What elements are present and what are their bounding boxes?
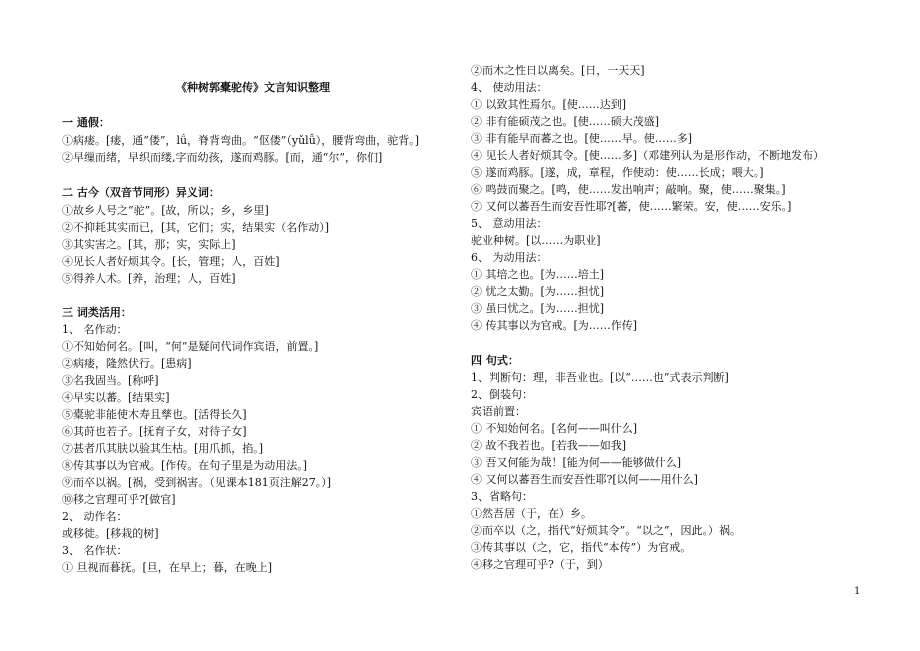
text-line: 2、倒装句： xyxy=(471,388,533,401)
text-line: ⑤ 遂而鸡豚。[遂，成，章程，作使动：使……长成；喂大。] xyxy=(471,166,764,179)
text-line: ④ 见长人者好烦其令。[使……多]（邓建列认为是形作动，不断地发布） xyxy=(471,149,825,162)
section-heading: 二 古今（双音节同形）异义词： xyxy=(62,186,220,199)
text-line: 2、 动作名： xyxy=(62,510,128,523)
text-line: ④见长人者好烦其令。[长，管理；人，百姓] xyxy=(62,255,280,268)
text-line: ③名我固当。[称呼] xyxy=(62,374,159,387)
text-line: ⑦ 又何以蕃吾生而安吾性耶?[蕃，使……繁荣。安，使……安乐。] xyxy=(471,200,792,213)
text-line: ④ 传其事以为官戒。[为……作传] xyxy=(471,319,638,332)
text-line: ②而卒以（之，指代“好烦其令”。“以之”，因此。）祸。 xyxy=(471,524,741,537)
text-line: ①病瘘。[瘘，通“偻”，lǘ，脊背弯曲。“伛偻”（yǔlǚ），腰背弯曲，驼背。] xyxy=(62,134,420,147)
text-line: ③ 虽曰忧之。[为……担忧] xyxy=(471,302,605,315)
text-line: 3、省略句： xyxy=(471,490,533,503)
text-line: ②早缫而绪，早织而缕,字而幼孩，遂而鸡豚。[而，通“尔”，你们] xyxy=(62,151,383,164)
document-title: 《种树郭橐驼传》文言知识整理 xyxy=(176,81,330,94)
text-line: 6、 为动用法： xyxy=(471,251,548,264)
text-line: ② 忧之太勤。[为……担忧] xyxy=(471,285,605,298)
text-line: ④ 又何以蕃吾生而安吾性耶?[以何——用什么] xyxy=(471,473,698,486)
text-line: ② 故不我若也。[若我——如我] xyxy=(471,439,627,452)
text-line: ⑤得养人术。[养，治理；人，百姓] xyxy=(62,272,236,285)
text-line: 5、 意动用法： xyxy=(471,217,548,230)
text-line: ①然吾居（于，在）乡。 xyxy=(471,507,592,520)
section-heading: 四 句式： xyxy=(471,354,519,367)
text-line: ⑦甚者爪其肤以验其生枯。[用爪抓，掐。] xyxy=(62,442,264,455)
text-line: ⑧传其事以为官戒。[作传。在句子里是为动用法。] xyxy=(62,459,308,472)
text-line: ⑩移之官理可乎?[做官] xyxy=(62,493,176,506)
text-line: ① 旦视而暮抚。[旦，在早上；暮，在晚上] xyxy=(62,561,273,574)
section-heading: 一 通假： xyxy=(62,116,110,129)
text-line: ① 其培之也。[为……培土] xyxy=(471,268,605,281)
text-line: ⑥ 鸣鼓而聚之。[鸣，使……发出响声；敲响。聚，使……聚集。] xyxy=(471,183,786,196)
text-line: 4、 使动用法： xyxy=(471,81,548,94)
text-line: ③传其事以（之，它，指代“本传”）为官戒。 xyxy=(471,541,692,554)
text-line: ②不抑耗其实而已，[其，它们；实，结果实（名作动）] xyxy=(62,221,330,234)
text-line: ③其实害之。[其，那；实，实际上] xyxy=(62,238,236,251)
text-line: ②而木之性日以离矣。[日，一天天] xyxy=(471,64,645,77)
text-line: ⑨而卒以祸。[祸，受到祸害。（见课本181页注解27。）] xyxy=(62,476,332,489)
text-line: ②病瘘，隆然伏行。[患病] xyxy=(62,357,192,370)
text-line: 或移徙。[移栽的树] xyxy=(62,527,159,540)
text-line: ④移之官理可乎?（于，到） xyxy=(471,558,609,571)
text-line: ④早实以蕃。[结果实] xyxy=(62,391,170,404)
section-heading: 三 词类活用： xyxy=(62,306,132,319)
text-line: ③ 吾又何能为哉！[能为何——能够做什么] xyxy=(471,456,682,469)
text-line: ①不知始何名。[叫，“何”是疑问代词作宾语，前置。] xyxy=(62,340,319,353)
text-line: ① 不知始何名。[名何——叫什么] xyxy=(471,422,638,435)
text-line: ③ 非有能早而蕃之也。[使……早。使……多] xyxy=(471,132,693,145)
text-line: 3、 名作状： xyxy=(62,544,128,557)
text-line: ① 以致其性焉尔。[使……达到] xyxy=(471,98,627,111)
text-line: ② 非有能硕茂之也。[使……硕大茂盛] xyxy=(471,115,660,128)
text-line: 1、判断句：理，非吾业也。[以“……也”式表示判断] xyxy=(471,371,729,384)
text-line: 驼业种树。[以……为职业] xyxy=(471,234,601,247)
text-line: ⑤橐驼非能使木寿且孳也。[活得长久] xyxy=(62,408,247,421)
text-line: ⑥其莳也若子。[抚育子女，对待子女] xyxy=(62,425,247,438)
text-line: 1、 名作动： xyxy=(62,323,128,336)
text-line: 宾语前置： xyxy=(471,405,526,418)
page-number: 1 xyxy=(854,586,861,597)
text-line: ①故乡人号之“驼”。[故，所以；乡，乡里] xyxy=(62,204,269,217)
